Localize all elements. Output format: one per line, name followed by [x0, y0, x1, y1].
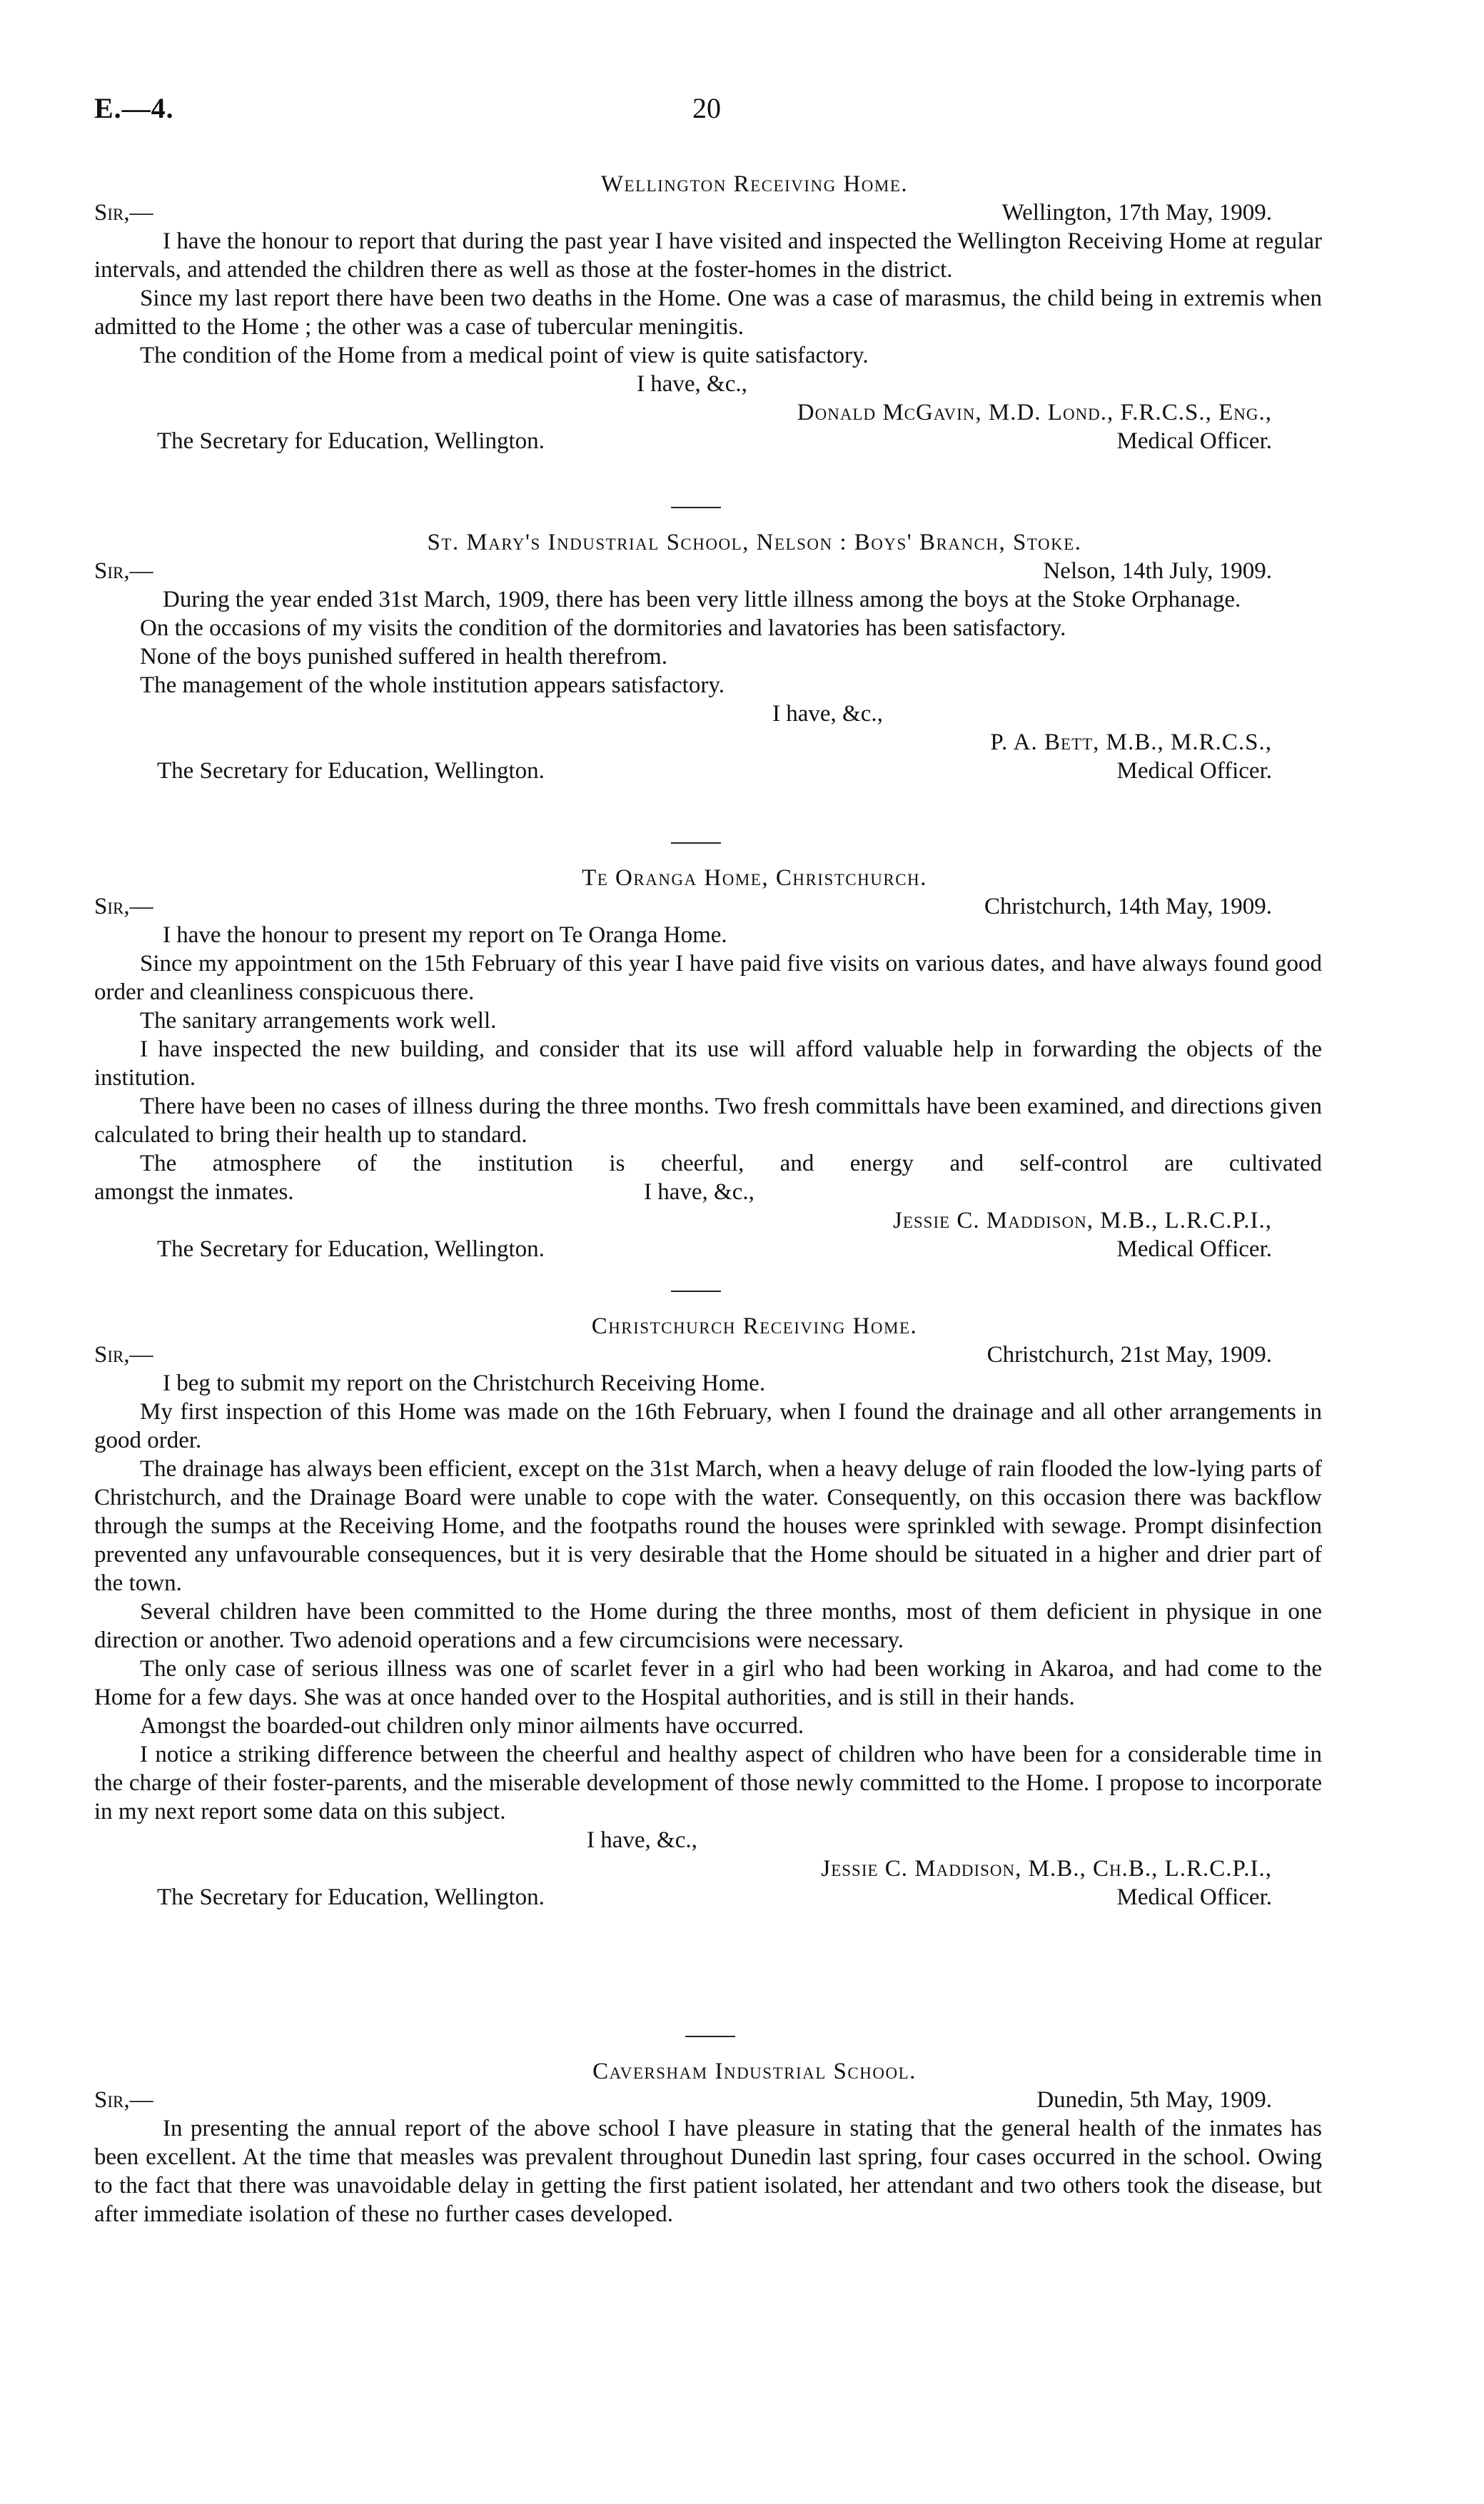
document-reference: E.—4. — [94, 92, 174, 124]
paragraph: I have the honour to present my report on Te Oranga Home. — [163, 922, 727, 948]
dateline: Christchurch, 21st May, 1909. — [986, 1342, 1272, 1368]
signatory-role: Medical Officer. — [1116, 428, 1272, 454]
report-caversham-industrial-school — [94, 2057, 1322, 2228]
paragraph-continuation: amongst the inmates. — [94, 1179, 294, 1205]
section-divider — [685, 2036, 735, 2037]
section-divider — [671, 842, 721, 844]
paragraph: I have inspected the new building, and consider that its use will afford valuable help in forwarding the objects of the institution. — [94, 1036, 1322, 1091]
dateline: Nelson, 14th July, 1909. — [1043, 558, 1272, 584]
paragraph: I have the honour to report that during the past year I have visited and inspected the Wellington Receiving Home at regular intervals, and attended the children there as well as those at the foster-homes in the district. — [94, 228, 1322, 283]
section-divider — [671, 1291, 721, 1292]
report-st-marys-industrial-school — [94, 528, 1322, 785]
signature: P. A. Bett, M.B., M.R.C.S., — [990, 730, 1272, 755]
paragraph: Amongst the boarded-out children only minor ailments have occurred. — [140, 1713, 804, 1739]
report-te-oranga-home — [94, 864, 1322, 1263]
dateline: Dunedin, 5th May, 1909. — [1036, 2087, 1272, 2113]
report-christchurch-receiving-home — [94, 1312, 1322, 1912]
dateline: Wellington, 17th May, 1909. — [1001, 200, 1272, 226]
paragraph: There have been no cases of illness during the three months. Two fresh committals have been examined, and directions given calculated to bring their health up to standard. — [94, 1094, 1322, 1148]
addressee: The Secretary for Education, Wellington. — [157, 428, 545, 454]
closing: I have, &c., — [644, 1179, 754, 1205]
section-title: Te Oranga Home, Christchurch. — [582, 865, 927, 891]
paragraph: On the occasions of my visits the condition of the dormitories and lavatories has been satisfactory. — [140, 615, 1066, 641]
section-title: St. Mary's Industrial School, Nelson : Boys' Branch, Stoke. — [427, 530, 1082, 555]
paragraph: The only case of serious illness was one of scarlet fever in a girl who had been working in Akaroa, and had come to the Home for a few days. She was at once handed over to the Hospital authorities, and is still in their hands. — [94, 1656, 1322, 1710]
closing: I have, &c., — [637, 371, 747, 397]
paragraph: The management of the whole institution appears satisfactory. — [140, 672, 725, 698]
addressee: The Secretary for Education, Wellington. — [157, 1236, 545, 1262]
signatory-role: Medical Officer. — [1116, 1236, 1272, 1262]
closing: I have, &c., — [772, 701, 883, 727]
section-divider — [671, 507, 721, 508]
closing: I have, &c., — [587, 1827, 697, 1853]
paragraph: The sanitary arrangements work well. — [140, 1008, 497, 1034]
section-title: Wellington Receiving Home. — [600, 171, 909, 197]
paragraph: Since my appointment on the 15th February of this year I have paid five visits on various dates, and have always found good order and cleanliness conspicuous there. — [94, 951, 1322, 1005]
paragraph: I notice a striking difference between the cheerful and healthy aspect of children who have been for a considerable time in the charge of their foster-parents, and the miserable development of those newly committed to the Home. I propose to incorporate in my next report some data on this subject. — [94, 1742, 1322, 1824]
paragraph: The atmosphere of the institution is cheerful, and energy and self-control are cultivated — [140, 1151, 1322, 1176]
paragraph: Since my last report there have been two deaths in the Home. One was a case of marasmus, the child being in extremis when admitted to the Home ; the other was a case of tubercular meningitis. — [94, 286, 1322, 340]
report-wellington-receiving-home — [94, 170, 1322, 455]
paragraph: During the year ended 31st March, 1909, there has been very little illness among the boys at the Stoke Orphanage. — [163, 587, 1241, 612]
paragraph: My first inspection of this Home was made on the 16th February, when I found the drainage and all other arrangements in good order. — [94, 1399, 1322, 1453]
salutation: Sir,— — [94, 1342, 153, 1368]
paragraph: Several children have been committed to the Home during the three months, most of them deficient in physique in one direction or another. Two adenoid operations and a few circumcisions were necessary. — [94, 1599, 1322, 1653]
signatory-role: Medical Officer. — [1116, 758, 1272, 784]
salutation: Sir,— — [94, 558, 153, 584]
page-number: 20 — [692, 92, 721, 124]
section-title: Christchurch Receiving Home. — [591, 1313, 918, 1339]
signatory-role: Medical Officer. — [1116, 1884, 1272, 1910]
salutation: Sir,— — [94, 894, 153, 919]
section-title: Caversham Industrial School. — [592, 2059, 917, 2084]
paragraph: I beg to submit my report on the Christchurch Receiving Home. — [163, 1370, 766, 1396]
signature: Jessie C. Maddison, M.B., Ch.B., L.R.C.P.I., — [821, 1856, 1272, 1882]
salutation: Sir,— — [94, 2087, 153, 2113]
paragraph: None of the boys punished suffered in health therefrom. — [140, 644, 667, 670]
paragraph: The drainage has always been efficient, except on the 31st March, when a heavy deluge of rain flooded the low-lying parts of Christchurch, and the Drainage Board were unable to cope with the water. Consequently, on this occasion there was backflow through the sumps at the Receiving Home, and the footpaths round the houses were sprinkled with sewage. Prompt disinfection prevented any unfavourable consequences, but it is very desirable that the Home should be situated in a higher and drier part of the town. — [94, 1456, 1322, 1596]
signature: Jessie C. Maddison, M.B., L.R.C.P.I., — [892, 1208, 1272, 1233]
paragraph: The condition of the Home from a medical point of view is quite satisfactory. — [140, 343, 869, 368]
paragraph: In presenting the annual report of the above school I have pleasure in stating that the general health of the inmates has been excellent. At the time that measles was prevalent throughout Dunedin last spring, four cases occurred in the school. Owing to the fact that there was unavoidable delay in getting the first patient isolated, her attendant and two others took the disease, but after immediate isolation of these no further cases developed. — [94, 2116, 1322, 2227]
addressee: The Secretary for Education, Wellington. — [157, 1884, 545, 1910]
dateline: Christchurch, 14th May, 1909. — [984, 894, 1272, 919]
signature: Donald McGavin, M.D. Lond., F.R.C.S., Eng., — [797, 400, 1272, 425]
salutation: Sir,— — [94, 200, 153, 226]
addressee: The Secretary for Education, Wellington. — [157, 758, 545, 784]
